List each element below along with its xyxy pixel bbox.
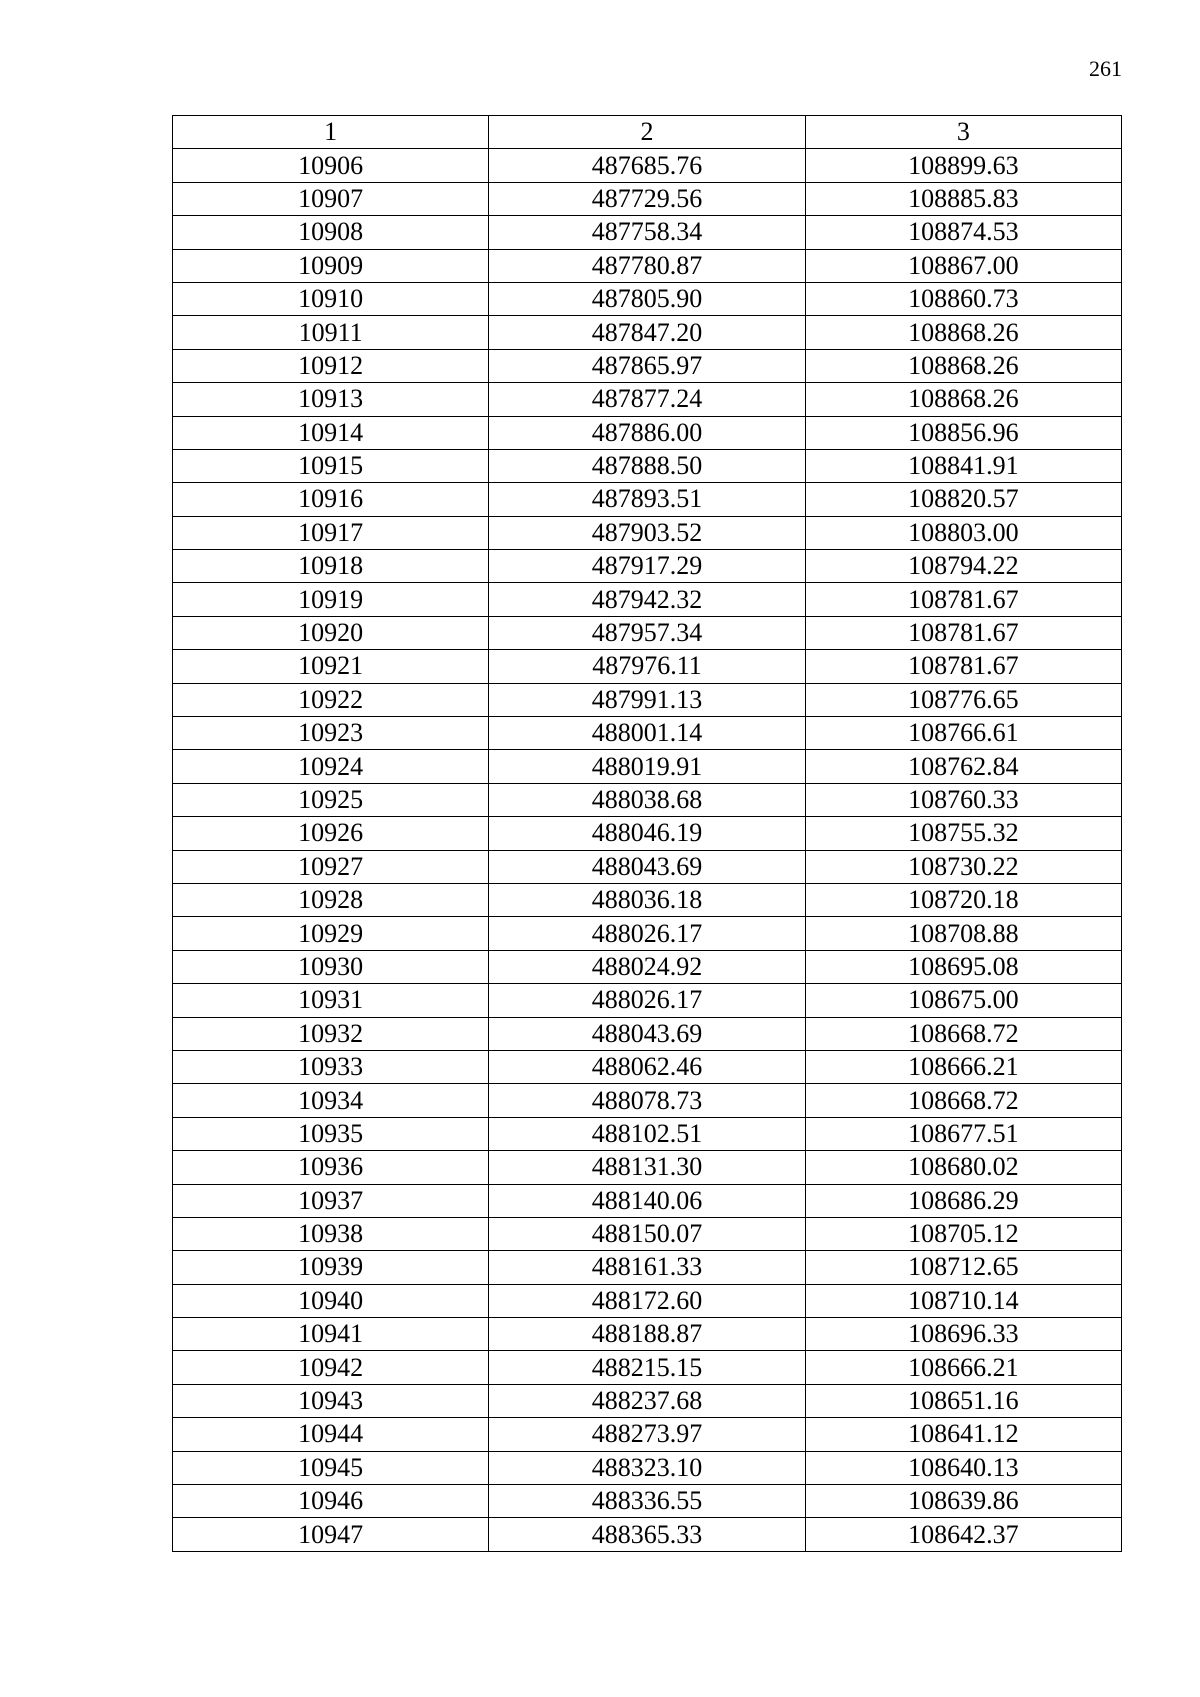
point-number-cell: 10933 bbox=[173, 1050, 489, 1083]
coordinate-x-cell: 488188.87 bbox=[489, 1318, 805, 1351]
coordinate-y-cell: 108868.26 bbox=[805, 349, 1121, 382]
coordinate-x-cell: 487893.51 bbox=[489, 483, 805, 516]
coordinate-y-cell: 108666.21 bbox=[805, 1351, 1121, 1384]
point-number-cell: 10916 bbox=[173, 483, 489, 516]
coordinate-y-cell: 108803.00 bbox=[805, 516, 1121, 549]
header-row bbox=[173, 116, 1122, 149]
coordinate-y-cell: 108639.86 bbox=[805, 1485, 1121, 1518]
coordinate-x-cell: 487877.24 bbox=[489, 383, 805, 416]
point-number-cell: 10937 bbox=[173, 1184, 489, 1217]
coordinate-y-cell: 108641.12 bbox=[805, 1418, 1121, 1451]
point-number-cell: 10918 bbox=[173, 550, 489, 583]
coordinate-y-cell: 108695.08 bbox=[805, 950, 1121, 983]
coordinate-y-cell: 108766.61 bbox=[805, 717, 1121, 750]
coordinate-y-cell: 108712.65 bbox=[805, 1251, 1121, 1284]
point-number-cell: 10906 bbox=[173, 149, 489, 182]
point-number-cell: 10911 bbox=[173, 316, 489, 349]
point-number-cell: 10936 bbox=[173, 1151, 489, 1184]
coordinate-y-cell: 108666.21 bbox=[805, 1050, 1121, 1083]
coordinate-x-cell: 487942.32 bbox=[489, 583, 805, 616]
table-row bbox=[173, 149, 1122, 182]
coordinate-x-cell: 487805.90 bbox=[489, 282, 805, 315]
point-number-cell: 10939 bbox=[173, 1251, 489, 1284]
coordinate-x-cell: 488038.68 bbox=[489, 783, 805, 816]
point-number-cell: 10946 bbox=[173, 1485, 489, 1518]
coordinate-x-cell: 487976.11 bbox=[489, 650, 805, 683]
coordinate-x-cell: 488323.10 bbox=[489, 1451, 805, 1484]
coordinate-x-cell: 488161.33 bbox=[489, 1251, 805, 1284]
point-number-cell: 10923 bbox=[173, 717, 489, 750]
coordinate-y-cell: 108755.32 bbox=[805, 817, 1121, 850]
table-row bbox=[173, 1384, 1122, 1417]
coordinate-y-cell: 108885.83 bbox=[805, 182, 1121, 215]
coordinate-x-cell: 488043.69 bbox=[489, 1017, 805, 1050]
coordinate-y-cell: 108705.12 bbox=[805, 1217, 1121, 1250]
table-body bbox=[173, 149, 1122, 1551]
coordinate-y-cell: 108841.91 bbox=[805, 449, 1121, 482]
table-row bbox=[173, 1017, 1122, 1050]
coordinate-y-cell: 108677.51 bbox=[805, 1117, 1121, 1150]
table-row bbox=[173, 683, 1122, 716]
table-row bbox=[173, 416, 1122, 449]
coordinate-y-cell: 108781.67 bbox=[805, 583, 1121, 616]
coordinate-x-cell: 487685.76 bbox=[489, 149, 805, 182]
table-row bbox=[173, 1351, 1122, 1384]
point-number-cell: 10932 bbox=[173, 1017, 489, 1050]
coordinate-y-cell: 108760.33 bbox=[805, 783, 1121, 816]
coordinate-y-cell: 108794.22 bbox=[805, 550, 1121, 583]
coordinate-x-cell: 488046.19 bbox=[489, 817, 805, 850]
coordinate-y-cell: 108708.88 bbox=[805, 917, 1121, 950]
coordinate-x-cell: 487888.50 bbox=[489, 449, 805, 482]
point-number-cell: 10926 bbox=[173, 817, 489, 850]
table-row bbox=[173, 817, 1122, 850]
table-row bbox=[173, 1151, 1122, 1184]
table-row bbox=[173, 349, 1122, 382]
coordinate-x-cell: 488215.15 bbox=[489, 1351, 805, 1384]
point-number-cell: 10934 bbox=[173, 1084, 489, 1117]
table-row bbox=[173, 550, 1122, 583]
coordinate-x-cell: 488102.51 bbox=[489, 1117, 805, 1150]
table-row bbox=[173, 249, 1122, 282]
point-number-cell: 10925 bbox=[173, 783, 489, 816]
coordinate-x-cell: 487758.34 bbox=[489, 216, 805, 249]
table-row bbox=[173, 216, 1122, 249]
point-number-cell: 10917 bbox=[173, 516, 489, 549]
table-row bbox=[173, 1117, 1122, 1150]
coordinate-y-cell: 108710.14 bbox=[805, 1284, 1121, 1317]
coordinate-y-cell: 108651.16 bbox=[805, 1384, 1121, 1417]
point-number-cell: 10910 bbox=[173, 282, 489, 315]
table-row bbox=[173, 1050, 1122, 1083]
table-row bbox=[173, 316, 1122, 349]
coordinate-y-cell: 108820.57 bbox=[805, 483, 1121, 516]
point-number-cell: 10930 bbox=[173, 950, 489, 983]
table-row bbox=[173, 182, 1122, 215]
coordinate-x-cell: 488365.33 bbox=[489, 1518, 805, 1551]
coordinate-x-cell: 487847.20 bbox=[489, 316, 805, 349]
coordinate-x-cell: 488036.18 bbox=[489, 883, 805, 916]
table-row bbox=[173, 1251, 1122, 1284]
coordinate-y-cell: 108868.26 bbox=[805, 316, 1121, 349]
coordinate-y-cell: 108668.72 bbox=[805, 1017, 1121, 1050]
coordinate-x-cell: 488172.60 bbox=[489, 1284, 805, 1317]
coordinate-y-cell: 108868.26 bbox=[805, 383, 1121, 416]
coordinate-y-cell: 108730.22 bbox=[805, 850, 1121, 883]
table-row bbox=[173, 717, 1122, 750]
coordinate-x-cell: 488062.46 bbox=[489, 1050, 805, 1083]
point-number-cell: 10941 bbox=[173, 1318, 489, 1351]
point-number-cell: 10938 bbox=[173, 1217, 489, 1250]
coordinate-y-cell: 108867.00 bbox=[805, 249, 1121, 282]
point-number-cell: 10935 bbox=[173, 1117, 489, 1150]
coordinate-x-cell: 488019.91 bbox=[489, 750, 805, 783]
coordinate-x-cell: 488024.92 bbox=[489, 950, 805, 983]
coordinate-x-cell: 488078.73 bbox=[489, 1084, 805, 1117]
point-number-cell: 10924 bbox=[173, 750, 489, 783]
coordinates-table bbox=[172, 115, 1122, 1552]
point-number-cell: 10908 bbox=[173, 216, 489, 249]
coordinate-x-cell: 487957.34 bbox=[489, 616, 805, 649]
table-row bbox=[173, 1451, 1122, 1484]
table-row bbox=[173, 483, 1122, 516]
point-number-cell: 10914 bbox=[173, 416, 489, 449]
coordinate-y-cell: 108675.00 bbox=[805, 984, 1121, 1017]
coordinate-y-cell: 108899.63 bbox=[805, 149, 1121, 182]
column-header-1: 1 bbox=[173, 116, 489, 149]
table-row bbox=[173, 449, 1122, 482]
table-row bbox=[173, 516, 1122, 549]
coordinate-y-cell: 108680.02 bbox=[805, 1151, 1121, 1184]
point-number-cell: 10944 bbox=[173, 1418, 489, 1451]
coordinate-x-cell: 487991.13 bbox=[489, 683, 805, 716]
table-row bbox=[173, 984, 1122, 1017]
coordinate-x-cell: 488140.06 bbox=[489, 1184, 805, 1217]
point-number-cell: 10929 bbox=[173, 917, 489, 950]
coordinate-y-cell: 108642.37 bbox=[805, 1518, 1121, 1551]
point-number-cell: 10920 bbox=[173, 616, 489, 649]
table-row bbox=[173, 783, 1122, 816]
coordinate-x-cell: 487780.87 bbox=[489, 249, 805, 282]
point-number-cell: 10943 bbox=[173, 1384, 489, 1417]
coordinate-y-cell: 108696.33 bbox=[805, 1318, 1121, 1351]
coordinate-y-cell: 108781.67 bbox=[805, 650, 1121, 683]
point-number-cell: 10915 bbox=[173, 449, 489, 482]
coordinate-x-cell: 488026.17 bbox=[489, 984, 805, 1017]
coordinate-x-cell: 487729.56 bbox=[489, 182, 805, 215]
table-row bbox=[173, 1184, 1122, 1217]
table-row bbox=[173, 650, 1122, 683]
table-row bbox=[173, 1318, 1122, 1351]
table-row bbox=[173, 1485, 1122, 1518]
table-row bbox=[173, 1217, 1122, 1250]
point-number-cell: 10909 bbox=[173, 249, 489, 282]
point-number-cell: 10912 bbox=[173, 349, 489, 382]
table-row bbox=[173, 583, 1122, 616]
coordinate-x-cell: 488150.07 bbox=[489, 1217, 805, 1250]
coordinate-x-cell: 487865.97 bbox=[489, 349, 805, 382]
coordinate-x-cell: 487917.29 bbox=[489, 550, 805, 583]
coordinate-y-cell: 108776.65 bbox=[805, 683, 1121, 716]
table-header bbox=[173, 116, 1122, 149]
coordinate-x-cell: 487886.00 bbox=[489, 416, 805, 449]
coordinate-y-cell: 108860.73 bbox=[805, 282, 1121, 315]
coordinate-x-cell: 488273.97 bbox=[489, 1418, 805, 1451]
coordinate-y-cell: 108720.18 bbox=[805, 883, 1121, 916]
coordinate-x-cell: 488043.69 bbox=[489, 850, 805, 883]
point-number-cell: 10921 bbox=[173, 650, 489, 683]
point-number-cell: 10928 bbox=[173, 883, 489, 916]
coordinate-y-cell: 108668.72 bbox=[805, 1084, 1121, 1117]
point-number-cell: 10907 bbox=[173, 182, 489, 215]
coordinate-x-cell: 488237.68 bbox=[489, 1384, 805, 1417]
table-row bbox=[173, 917, 1122, 950]
table-row bbox=[173, 850, 1122, 883]
point-number-cell: 10945 bbox=[173, 1451, 489, 1484]
coordinate-y-cell: 108686.29 bbox=[805, 1184, 1121, 1217]
table-row bbox=[173, 1084, 1122, 1117]
point-number-cell: 10942 bbox=[173, 1351, 489, 1384]
coordinate-x-cell: 488336.55 bbox=[489, 1485, 805, 1518]
coordinate-x-cell: 487903.52 bbox=[489, 516, 805, 549]
column-header-2: 2 bbox=[489, 116, 805, 149]
coordinate-y-cell: 108762.84 bbox=[805, 750, 1121, 783]
point-number-cell: 10947 bbox=[173, 1518, 489, 1551]
table-row bbox=[173, 1418, 1122, 1451]
point-number-cell: 10927 bbox=[173, 850, 489, 883]
page-number: 261 bbox=[1089, 56, 1122, 81]
table-row bbox=[173, 616, 1122, 649]
coordinate-y-cell: 108781.67 bbox=[805, 616, 1121, 649]
table-row bbox=[173, 883, 1122, 916]
table-row bbox=[173, 1518, 1122, 1551]
coordinate-x-cell: 488131.30 bbox=[489, 1151, 805, 1184]
coordinate-y-cell: 108874.53 bbox=[805, 216, 1121, 249]
table-row bbox=[173, 950, 1122, 983]
table-row bbox=[173, 383, 1122, 416]
point-number-cell: 10913 bbox=[173, 383, 489, 416]
table-row bbox=[173, 750, 1122, 783]
coordinate-x-cell: 488001.14 bbox=[489, 717, 805, 750]
point-number-cell: 10922 bbox=[173, 683, 489, 716]
point-number-cell: 10940 bbox=[173, 1284, 489, 1317]
table-row bbox=[173, 282, 1122, 315]
column-header-3: 3 bbox=[805, 116, 1121, 149]
coordinate-y-cell: 108640.13 bbox=[805, 1451, 1121, 1484]
table-row bbox=[173, 1284, 1122, 1317]
coordinate-y-cell: 108856.96 bbox=[805, 416, 1121, 449]
coordinate-x-cell: 488026.17 bbox=[489, 917, 805, 950]
point-number-cell: 10931 bbox=[173, 984, 489, 1017]
point-number-cell: 10919 bbox=[173, 583, 489, 616]
